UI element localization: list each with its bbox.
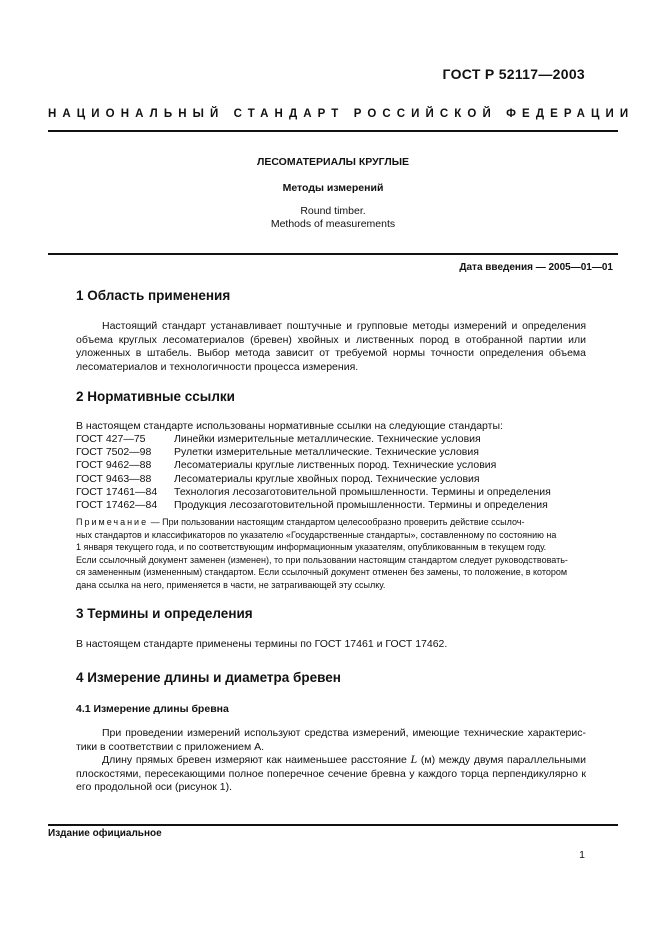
header-rule <box>48 130 618 132</box>
reference-title: Лесоматериалы круглые хвойных пород. Технические условия <box>174 472 480 485</box>
paragraph-line: В настоящем стандарте использованы нормативные ссылки на следующие стандарты: <box>76 420 503 432</box>
section-4-1-paragraph-1 <box>76 727 586 754</box>
section-4-heading: 4 Измерение длины и диаметра бревен <box>76 670 341 685</box>
page-number: 1 <box>579 849 585 861</box>
section-2-heading: 2 Нормативные ссылки <box>76 389 235 404</box>
english-title-line-1: Round timber. <box>300 205 366 217</box>
paragraph-text: Длину прямых бревен измеряют как наименьшее расстояние <box>102 754 411 766</box>
section-1-paragraph <box>76 320 586 374</box>
reference-title: Линейки измерительные металлические. Технические условия <box>174 433 481 445</box>
section-2-intro <box>76 420 586 434</box>
reference-title: Продукция лесозаготовительной промышленности. Термины и определения <box>174 499 548 512</box>
footer-rule <box>48 824 618 826</box>
reference-item <box>76 473 551 486</box>
reference-item <box>76 459 551 472</box>
document-title: ЛЕСОМАТЕРИАЛЫ КРУГЛЫЕ <box>256 156 410 168</box>
document-id: ГОСТ Р 52117—2003 <box>442 66 585 82</box>
section-1-heading: 1 Область применения <box>76 288 231 303</box>
note-line: дана ссылка на него, применяется в части, не затрагивающей эту ссылку. <box>76 579 386 590</box>
paragraph-line: При проведении измерений используют средства измерений, имеющие технические характерис- <box>102 727 586 739</box>
reference-title: Рулетки измерительные металлические. Технические условия <box>174 446 479 459</box>
paragraph-line: лесоматериалов и технологичности процесса измерения. <box>76 360 359 373</box>
reference-item <box>76 486 551 499</box>
length-variable: L <box>410 752 418 766</box>
paragraph-line: Настоящий стандарт устанавливает поштучные и групповые методы измерений и определения <box>102 320 586 332</box>
national-standard-banner: НАЦИОНАЛЬНЫЙ СТАНДАРТ РОССИЙСКОЙ ФЕДЕРАЦИИ <box>48 108 635 120</box>
reference-item <box>76 433 551 446</box>
document-subtitle: Методы измерений <box>282 182 384 194</box>
section-4-1-paragraph-2 <box>76 753 586 795</box>
paragraph-line: тики в соответствии с приложением А. <box>76 740 265 753</box>
note-line: Если ссылочный документ заменен (изменен), то при пользовании настоящим стандартом следует руководствовать- <box>76 554 568 565</box>
introduction-date: Дата введения — 2005—01—01 <box>459 262 613 273</box>
edition-label: Издание официальное <box>48 828 162 839</box>
references-note <box>76 516 586 592</box>
english-title <box>48 205 618 230</box>
reference-code: ГОСТ 427—75 <box>76 433 146 445</box>
paragraph-text: (м) между двумя параллельными <box>417 754 586 766</box>
reference-code: ГОСТ 7502—98 <box>76 446 152 459</box>
subsection-4-1-heading: 4.1 Измерение длины бревна <box>76 703 229 715</box>
normative-references-list <box>76 433 551 512</box>
note-line: ся замененным (измененным) стандартом. Если ссылочный документ отменен без замены, то положение, в котором <box>76 567 568 578</box>
reference-code: ГОСТ 9462—88 <box>76 459 152 472</box>
title-rule <box>48 253 618 255</box>
paragraph-line: его продольной оси (рисунок 1). <box>76 781 233 793</box>
paragraph-line: В настоящем стандарте применены термины по ГОСТ 17461 и ГОСТ 17462. <box>76 638 448 650</box>
reference-code: ГОСТ 9463—88 <box>76 472 152 485</box>
note-line: ных стандартов и классификаторов по указателю «Государственные стандарты», составленному по состоянию на <box>76 529 557 540</box>
reference-title: Лесоматериалы круглые лиственных пород. Технические условия <box>174 459 497 472</box>
note-line: 1 января текущего года, и по соответствующим информационным указателям, опубликованным в текущем году. <box>76 542 547 553</box>
note-text: — При пользовании настоящим стандартом целесообразно проверить действие ссылоч- <box>148 517 525 527</box>
reference-code: ГОСТ 17462—84 <box>76 499 158 512</box>
paragraph-line: объема круглых лесоматериалов (бревен) хвойных и лиственных пород в отобранной партии или <box>76 333 586 346</box>
reference-item <box>76 499 551 512</box>
paragraph-line <box>76 753 586 768</box>
reference-title: Технология лесозаготовительной промышленности. Термины и определения <box>174 485 551 498</box>
reference-item <box>76 446 551 459</box>
note-line <box>76 516 586 529</box>
note-label: Примечание <box>76 517 149 527</box>
paragraph-line: плоскостями, пересекающими полное поперечное сечение бревна у каждого торца перпендикулярно к <box>76 767 586 780</box>
english-title-line-2: Methods of measurements <box>270 217 396 230</box>
reference-code: ГОСТ 17461—84 <box>76 485 158 498</box>
section-3-heading: 3 Термины и определения <box>76 606 253 621</box>
paragraph-line: уложенных в штабель. Выбор метода зависит от требуемой нормы точности определения объема <box>76 347 586 359</box>
section-3-paragraph <box>76 638 586 652</box>
